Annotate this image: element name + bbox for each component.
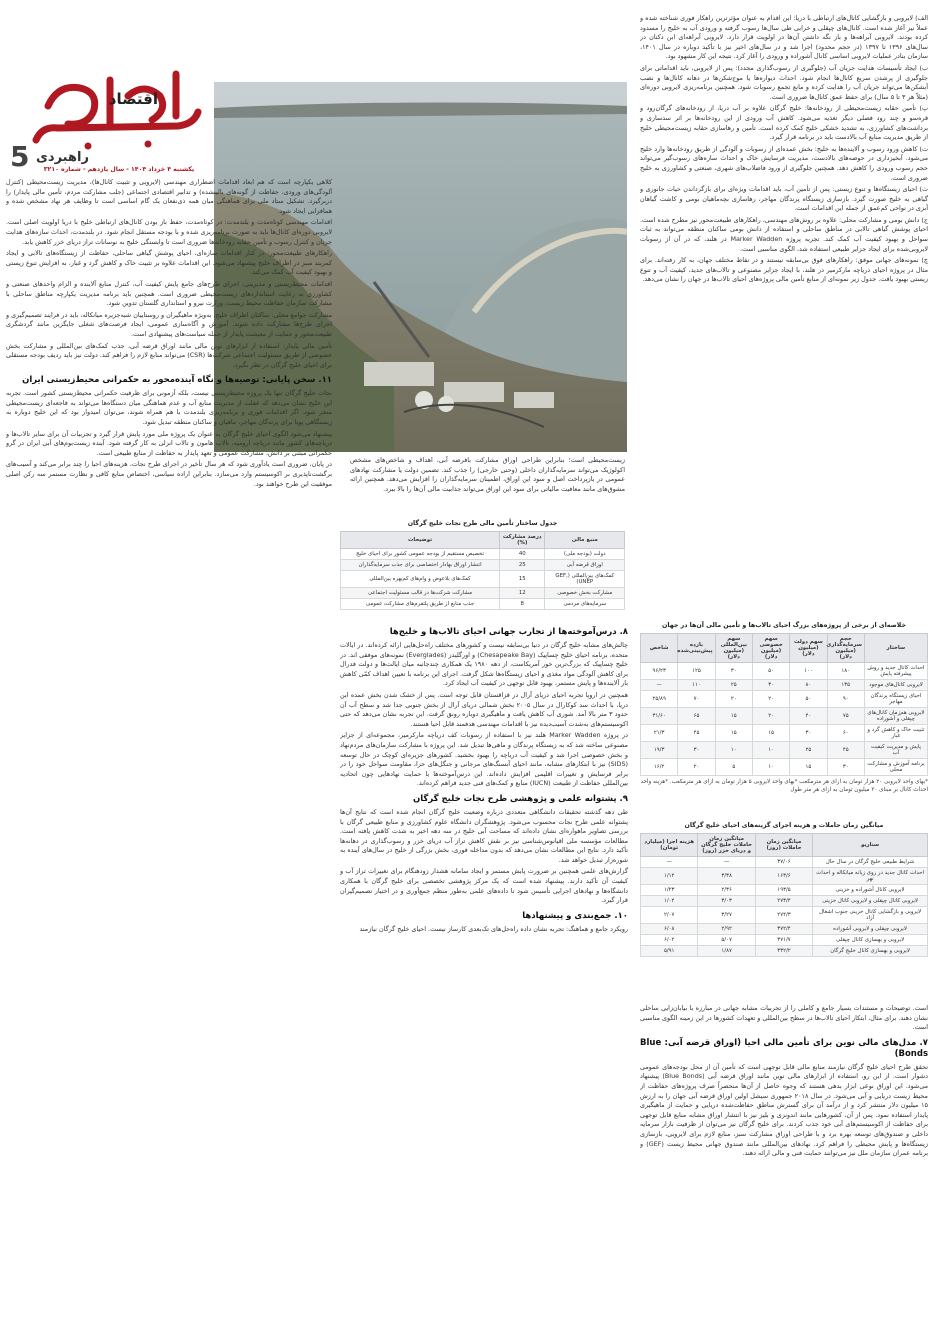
table-cell: ۱۸۰ [827,663,864,680]
table-cell: ۳/۲۷ [698,907,755,924]
table-cell: لایروبی و بهسازی کانال چپقلی [813,935,928,946]
table-cell: مشارکت بخش خصوصی [545,588,625,599]
table-cell: ۱/۲۳ [641,885,698,896]
table-header: حجم سرمایه‌گذاری (میلیون دلار) [827,634,864,663]
table-cell: ۲۰ [752,691,789,708]
table-cell: ۳۰ [678,742,715,759]
table-cell: 12 [500,588,545,599]
paragraph: کلاهی یکپارچه است که هم ابعاد اقدامات اضطراری مهندسی (لایروبی و تثبیت کانال‌ها)، مدیریت زیست‌محیطی (کنترل آلودگی‌های ورودی، حفاظت از گونه‌های بالینشده) و تدابیر اقتصادی اجتماعی (جلب مشارکت مردم، تأمین مالی پایدار) را دربرگیرد. تشکیل ستاد ملی برای هماهنگی میان همه ذی‌نفعان یک گام اساسی است تا وظایف هر نهاد مشخص شده و همافزایی ایجاد شود. [6,178,332,215]
table-cell: ۵۰ [752,663,789,680]
table-row [341,571,625,588]
paragraph: چ) نمونه‌های جهانی موفق: راهکارهای فوق بی‌سابقه نیستند و در نقاط مختلف جهان، به کار رفته‌اند. برای مثال در پروژه احیای دریاچه مارکرمیر در هلند، با ایجاد جزایر مصنوعی و تالاب‌های جدید، کیفیت آب و تنوع زیستی بهبود یافت. جدول زیر نمونه‌ای از منابع تأمین مالی پروژه‌های احیای تالاب‌ها در جهان را نشان می‌دهد. [640,256,928,284]
table-row [641,935,928,946]
section-title: راهبردی [36,150,89,165]
table-cell: احیای زیستگاه پرندگان مهاجر [864,691,927,708]
table-cell: ۲۵ [715,680,752,691]
table-header: هزینه اجرا (میلیارد تومان) [641,834,698,857]
table-cell: لایروبی هم‌زمان کانال‌های چپقلی و آشوراده [864,708,927,725]
table-body [641,663,928,776]
table-cell: ۱۵ [752,725,789,742]
table-cell: — [641,857,698,868]
section-heading: ۷. مدل‌های مالی نوین برای تأمین مالی احیا (اوراق قرضه آبی: Blue Bonds) [640,1037,928,1059]
table-cell: ۱۲۵ [678,663,715,680]
table-cell: ۳۰ [790,725,827,742]
dateline: یکشنبه ۴ خرداد ۱۴۰۴ - سال یازدهم - شماره ۳۲۱۰ [43,166,195,173]
table-row [641,868,928,885]
table-header: میانگین زمان حاملات (روز) [755,834,812,857]
table-header: منبع مالی [545,532,625,549]
table-cell: ۳۰ [827,759,864,776]
table-cell: لایروبی چپقلی و لایروبی آشوراده [813,924,928,935]
paragraph: ج) دانش بومی و مشارکت محلی: علاوه بر روش‌های مهندسی، راهکارهای طبیعت‌محور نیز مطرح شده است. احیای پوشش گیاهی تالابی در مناطق ساحلی و استفاده از دانش بومی ساکنان منطقه می‌تواند به ثبات سواحل و بهبود کیفیت آب کمک کند. تجربه پروژه Marker Wadden در هلند، که در آن از رسوبات لایروبی‌شده برای ایجاد جزایر طبیعی استفاده شد، الگوی مناسبی است. [640,215,928,253]
table-cell: 15 [500,571,545,588]
table-cell: پایش و مدیریت کیفیت آب [864,742,927,759]
table-cell: 40 [500,549,545,560]
table-cell: ۲۰ [678,759,715,776]
table-cell: ۴۵ [678,725,715,742]
table-cell: ۲۷۳/۴ [755,896,812,907]
table-cell: ۵ [715,759,752,776]
table-cell: تثبیت خاک و کاهش گرد و غبار [864,725,927,742]
paragraph: همچنین در اروپا تجربه احیای دریای آرال در قزاقستان قابل توجه است. پس از خشک شدن بخش عمده این دریا، با احداث سد کوکارال در سال ۲۰۰۵ بخش شمالی دریای آرال از بخش جنوبی جدا شد و سطح آب آن حدود ۳ متر بالا آمد. شوری آب کاهش یافت و ماهیگیری دوباره رونق گرفت. این تجربه نشان می‌دهد که حتی اکوسیستم‌های به‌شدت آسیب‌دیده نیز با اقدامات مهندسی هدفمند قابل احیا هستند. [340,690,628,728]
table-row [641,691,928,708]
table-cell: ۳/۰۳ [698,896,755,907]
table-row [341,599,625,610]
paragraph: ث) احیای زیستگاه‌ها و تنوع زیستی: پس از تأمین آب، باید اقدامات ویژه‌ای برای بازگرداندن حیات جانوری و گیاهی به خلیج صورت گیرد. بازسازی زیستگاه پرندگان مهاجر، رهاسازی بچه‌ماهیان بومی و کاشت گیاهان آبزی در نواحی کم‌عمق از جمله این اقدامات است. [640,185,928,213]
paragraph: تحقق طرح احیای خلیج گرگان نیازمند منابع مالی قابل توجهی است که تأمین آن از محل بودجه‌های عمومی دشوار است. از این رو، استفاده از ابزارهای مالی نوین مانند اوراق قرضه آبی (Blue Bonds) پیشنهاد می‌شود. این اوراق نوعی ابزار بدهی هستند که وجوه حاصل از آن‌ها منحصراً صرف پروژه‌های حفاظت از محیط زیست دریایی و آبی می‌شود. در سال ۲۰۱۸ جمهوری سیشل اولین اوراق قرضه آبی جهان را به ارزش ۱۵ میلیون دلار منتشر کرد و از درآمد آن برای گسترش مناطق حفاظت‌شده دریایی و حمایت از ماهیگیری پایدار استفاده نمود. پس از آن، کشورهایی مانند اندونزی و بلیز نیز با انتشار اوراق مشابه منابع قابل توجهی برای حفاظت از اکوسیستم‌های آبی خود جذب کردند. برای خلیج گرگان نیز می‌توان از ظرفیت بازار سرمایه داخلی و صندوق‌های توسعه بهره برد و با طراحی اوراق مشارکت سبز، منابع لازم برای لایروبی، بازسازی زیستگاه‌ها و پایش محیطی را فراهم کرد. نهادهای بین‌المللی مانند صندوق جهانی محیط زیست (GEF) و برنامه عمران سازمان ملل نیز می‌توانند حمایت فنی و مالی ارائه دهند. [640,1062,928,1158]
article-column-left [6,178,332,1328]
table-cell: ۹۶/۲۳ [641,663,678,680]
table-header: توضیحات [341,532,500,549]
paragraph: چالش‌های مشابه خلیج گرگان در دنیا بی‌سابقه نیست و کشورهای مختلف راه‌حل‌هایی ارائه کرده‌اند. در ایالات متحده، برنامه احیای خلیج چساپیک (Chesapeake Bay) و اورگلیدز (Everglades) نمونه‌های موفقی اند. در خلیج چساپیک که بزرگ‌ترین خور آمریکاست، از دهه ۱۹۸۰ یک همکاری چندجانبه میان ایالت‌ها و دولت فدرال برای کاهش آلودگی مواد مغذی و احیای زیستگاه‌ها شکل گرفت. اجرای این برنامه با تعیین اهداف کمّی کاهش بار آلاینده‌ها و پایش مستمر، بهبود قابل توجهی در کیفیت آب ایجاد کرد. [340,641,628,688]
table-cell: ۱۳۵ [827,680,864,691]
section-heading: ۸. درس‌آموخته‌ها از تجارب جهانی احیای تالاب‌ها و خلیج‌ها [389,627,628,637]
table-cell: ۷۰ [678,691,715,708]
table-projects [640,622,928,814]
table-cell: ۲۵ [790,742,827,759]
table-cell: ۱/۱۴ [641,868,698,885]
table-cell: ۵/۹۱ [641,946,698,957]
table-cell: ۴۵ [827,742,864,759]
table-cell: ۱۰ [752,742,789,759]
table-header: سهم دولت (میلیون دلار) [790,634,827,663]
paragraph: در پروژه Marker Wadden هلند نیز با استفاده از رسوبات کف دریاچه مارکرمیر، مجموعه‌ای از جزایر مصنوعی ساخته شد که به زیستگاه پرندگان و ماهی‌ها تبدیل شد. این پروژه با مشارکت سازمان‌های مردم‌نهاد و بخش خصوصی اجرا شد و کیفیت آب دریاچه را بهبود بخشید. کشورهای جزیره‌ای کوچک در حال توسعه (SIDS) نیز با ابتکارهای مشابه، مانند احیای آبسنگ‌های مرجانی و جنگل‌های حرا، مقاومت سواحل خود را در برابر فرسایش و تغییرات اقلیمی افزایش داده‌اند. این درس‌آموخته‌ها با حمایت نهادهایی چون اتحادیه بین‌المللی حفاظت از طبیعت (IUCN) منابع و کمک‌های فنی جدید فراهم کرده‌اند. [340,731,628,788]
table-cell: ۹۰ [827,691,864,708]
table-cell: ۶/۰۸ [641,924,698,935]
article-column-right-bottom [640,1004,928,1328]
table-cell: 8 [500,599,545,610]
table-cell: ۳۰ [752,680,789,691]
table-cell: شرایط طبیعی خلیج گرگان در سال حال [813,857,928,868]
table-cell: ۲۷۴/۳ [755,907,812,924]
paragraph: گزارش‌های علمی همچنین بر ضرورت پایش مستمر و ایجاد سامانه هشدار زودهنگام برای تغییرات تراز آب و کیفیت آن تأکید دارند. پیشنهاد شده است که یک مرکز پژوهشی تخصصی برای خلیج گرگان با همکاری دانشگاه‌ها و نهادهای اجرایی تأسیس شود تا داده‌های علمی به‌طور منظم جمع‌آوری و در اختیار تصمیم‌گیران قرار گیرد. [340,867,628,905]
table-cell: لایروبی کانال آشوراده و خزینی [813,885,928,896]
table-header: شاخص [641,634,678,663]
table-cell: ۲/۰۷ [641,907,698,924]
table-note: *بهای واحد لایروبی ۲۰ هزار تومان به ازای هر مترمکعب *بهای واحد لایروبی ۵ هزار تومان به ازای هر مترمکعب. *هزینه واحد احداث کانال بر مبنای ۳۰ میلیون تومان به ازای هر متر طول [640,779,928,793]
paragraph: راهکارهای طبیعت‌محور: در کنار اقدامات سازه‌ای، احیای پوشش گیاهی ساحلی، حفاظت از زیستگاه‌های تالابی و ایجاد کمربند سبز در اطراف خلیج پیشنهاد می‌شود. این اقدامات علاوه بر تثبیت خاک و کاهش گرد و غبار، به افزایش تنوع زیستی و بهبود کیفیت آب کمک می‌کند. [6,249,332,277]
table-cell: ۱۵ [715,725,752,742]
table-body [341,549,625,610]
table-cell: ۷۵ [827,708,864,725]
table-cell: ۱/۰۴ [641,896,698,907]
table-header: سهم خصوصی (میلیون دلار) [752,634,789,663]
table-cell: احداث کانال جدید و روش پیشرفته پایش [864,663,927,680]
table-title: خلاصه‌ای از برخی از پروژه‌های بزرگ احیای تالاب‌ها و تأمین مالی آن‌ها در جهان [661,622,906,629]
table-cell: کمک‌های بلاعوض و وام‌های کم‌بهره بین‌المللی [341,571,500,588]
newspaper-logo [28,66,206,158]
table-cell: ۳۷۲/۴ [755,924,812,935]
table-cell: اوراق قرضه آبی [545,560,625,571]
section-heading: ۱۰. جمع‌بندی و پیشنهادها [522,910,628,921]
table-cell: ۱۰ [715,742,752,759]
section-heading: ۹. پشتوانه علمی و پژوهشی طرح نجات خلیج گرگان [412,793,628,804]
table-body [641,857,928,957]
table-row [641,708,928,725]
paragraph: ت) کاهش ورود رسوب و آلاینده‌ها به خلیج: بخش عمده‌ای از رسوبات و آلودگی از طریق رودخانه‌ها وارد خلیج می‌شود. آبخیزداری در حوضه‌های بالادست، مدیریت فرسایش خاک و احداث سازه‌های رسوب‌گیر می‌تواند حجم رسوب ورودی را کاهش دهد. همچنین جلوگیری از ورود فاضلاب‌های شهری، صنعتی و کشاورزی به خلیج ضروری است. [640,144,928,182]
paragraph: در پایان، ضروری است یادآوری شود که هر سال تأخیر در اجرای طرح نجات، هزینه‌های احیا را چند برابر می‌کند و آسیب‌های برگشت‌ناپذیری بر اکوسیستم وارد می‌سازد. بنابراین اراده سیاسی، اختصاص منابع کافی و نظارت مستمر سه رکن اصلی موفقیت این طرح خواهند بود. [6,460,332,488]
table-header: سهم بین‌المللی (میلیون دلار) [715,634,752,663]
article-column-right [640,14,928,619]
table-cell: انتشار اوراق بهادار اختصاصی برای جذب سرمایه‌گذاران [341,560,500,571]
table-row [641,725,928,742]
table-cell: لایروبی کانال چپقلی و لایروبی کانال خزینی [813,896,928,907]
scenarios-table [640,833,928,957]
table-cell: ۸۰ [790,680,827,691]
table-row [341,588,625,599]
table-cell: ۳۱/۶۰ [641,708,678,725]
table-cell: برنامه آموزش و مشارکت محلی [864,759,927,776]
table-cell: ۶/۰۲ [641,935,698,946]
table-cell: ۳۷/۰۶ [755,857,812,868]
table-header: درصد مشارکت (%) [500,532,545,549]
financing-table [340,531,625,610]
table-cell: ۳۰ [715,663,752,680]
table-cell: ۲۰ [715,691,752,708]
table-cell: لایروبی کانال‌های موجود [864,680,927,691]
projects-table [640,633,928,776]
table-cell: جذب منابع از طریق پلتفرم‌های مشارکت عمومی [341,599,500,610]
table-cell: ۱۵ [790,759,827,776]
table-financing [340,520,625,615]
table-cell: ۶۰ [827,725,864,742]
table-cell: لایروبی و بازگشایی کانال خزینی جنوب اشغال آزاد [813,907,928,924]
article-column-middle [340,622,628,1328]
table-cell: ۱۶۳/۶ [755,868,812,885]
table-cell: کمک‌های بین‌المللی (GEF, UNEP) [545,571,625,588]
table-cell: — [641,680,678,691]
section-heading: ۱۱. سخن پایانی: توصیه‌ها و نگاه آینده‌محور به حکمرانی محیط‌زیستی ایران [22,375,332,386]
paragraph: پیشنهاد می‌شود الگوی احیای خلیج گرگان به عنوان یک پروژه ملی مورد پایش قرار گیرد و تجربیات آن برای سایر تالاب‌ها و دریاچه‌های کشور مانند دریاچه ارومیه، تالاب هامون و تالاب انزلی به کار گرفته شود. آینده زیست‌بوم‌های آبی ایران در گرو حکمرانی مبتنی بر دانش، مشارکت عمومی و تعهد پایدار به حفاظت از منابع طبیعی است. [6,429,332,457]
table-cell: ۵/۰۷ [698,935,755,946]
table-header: بازده پیش‌بینی‌شده [678,634,715,663]
table-row [641,924,928,935]
table-cell: ۲/۹۲ [698,924,755,935]
table-row [641,759,928,776]
paragraph: طی دهه گذشته تحقیقات دانشگاهی متعددی درباره وضعیت خلیج گرگان انجام شده است که نتایج آن‌ها پشتوانه علمی طرح نجات محسوب می‌شود. پژوهشگران دانشگاه علوم کشاورزی و منابع طبیعی گرگان با بررسی تصاویر ماهواره‌ای نشان داده‌اند که مساحت آبی خلیج در سه دهه اخیر به شدت کاهش یافته است. مطالعات مؤسسه ملی اقیانوس‌شناسی نیز بر نقش کاهش تراز آب دریای خزر و رسوب‌گذاری در دهانه‌ها تأکید دارد. نتایج این مطالعات نشان می‌دهد که بدون مداخله فوری، بخش بزرگی از خلیج در سال‌های آینده به شوره‌زار تبدیل خواهد شد. [340,807,628,864]
table-cell: سرمایه‌های مردمی [545,599,625,610]
table-cell: لایروبی و بهسازی کانال خلیج گرگان [813,946,928,957]
table-cell: ۲۱/۳ [641,725,678,742]
svg-text:اقتصاد: اقتصاد [108,90,158,108]
table-cell: ۳/۳۸ [698,868,755,885]
table-title: جدول ساختار تأمین مالی طرح نجات خلیج گرگان [407,520,558,527]
table-row [341,549,625,560]
table-cell: ۴۰ [790,708,827,725]
masthead [0,66,212,196]
table-cell: 25 [500,560,545,571]
table-cell: ۲۵/۸۹ [641,691,678,708]
paragraph: است. توضیحات و مستندات بسیار جامع و کاملی را از تجربیات مشابه جهانی در مبارزه با بیابان‌زایی ساحلی نشان دهند. برای مثال، ابتکار احیای تالاب‌ها در سطح بین‌المللی و تعهدات کشورها در این زمینه الگوی مناسبی است. [640,1004,928,1032]
table-row [341,560,625,571]
table-header: سناریو [813,834,928,857]
table-row [641,946,928,957]
table-row [641,663,928,680]
table-cell: ۳۷۱/۷ [755,935,812,946]
table-row [641,907,928,924]
page-number: 5 [10,140,30,173]
table-scenarios [640,822,928,998]
paragraph: مشارکت جوامع محلی: ساکنان اطراف خلیج، به‌ویژه ماهیگیران و روستاییان شبه‌جزیره میانکاله، باید در فرایند تصمیم‌گیری و اجرای طرح‌ها مشارکت داده شوند. آموزش و آگاه‌سازی عمومی، ایجاد فرصت‌های شغلی جایگزین مانند گردشگری طبیعت‌محور و حمایت از معیشت پایدار از جمله سیاست‌های پیشنهادی است. [6,310,332,338]
table-row [641,885,928,896]
table-row [641,742,928,759]
table-title: میانگین زمان حاملات و هزینه اجرای گزینه‌های احیای خلیج گرگان [684,822,884,829]
photo-caption: زیست‌محیطی است؛ بنابراین طراحی اوراق مشارکت بافرضه آبی، اهداف و شاخص‌های مشخص اکولوژیک می‌تواند سرمایه‌گذاران داخلی (وحتی خارجی) را جذب کند. تضمین دولت یا مشارکت نهادهای عمومی در بازپرداخت اصل و سود این اوراق، اطمینان سرمایه‌گذاران را افزایش می‌دهد. همچنین ارائه مشوق‌های مانند معافیت مالیاتی برای سود این اوراق می‌تواند جذابیت مالی آن‌ها را بالا ببرد. [350,456,625,493]
table-cell: — [698,857,755,868]
table-row [641,896,928,907]
paragraph: الف) لایروبی و بازگشایی کانال‌های ارتباطی با دریا: این اقدام به عنوان مؤثرترین راهکار فوری شناخته شده و عملاً نیز آغاز شده است. کانال‌های چپقلی و خرابی طی سال‌ها رسوب گرفته و ورودی آب به خلیج را مسدود کرده بودند. لایروبی آبراهه‌ها و باز نگه داشتن آن‌ها در اولویت قرار دارد. لایروبی آبراهه‌ای ابن دکتان در سال‌های ۱۳۹۶ تا ۱۳۹۷ (در حجم محدود) اجرا شد و در سال‌های اخیر نیز با تأکید دوباره در سال ۱۴۰۱، سازمان بنادر عملیات لایروبی اساسی کانال آشوراده و ورودی را آغاز کرد. نتیجه این کار مشهود بود. [640,14,928,61]
table-cell: ۱۹۳/۵ [755,885,812,896]
table-cell: ۱۶/۲ [641,759,678,776]
paragraph: اقدامات مهندسی کوتاه‌مدت و بلندمدت: در کوتاه‌مدت، حفظ باز بودن کانال‌های ارتباطی خلیج با دریا اولویت اصلی است. لایروبی دوره‌ای کانال‌ها باید به صورت برنامه‌ریزی شده و با بودجه مستقل انجام شود. در بلندمدت، احداث سازه‌های هدایت جریان و کنترل رسوب و تأمین حقابه رودخانه‌ها ضروری است تا وابستگی خلیج به نوسانات تراز دریای خزر کاهش یابد. [6,218,332,246]
table-cell: احداث کانال جدید در روی زبانه میانکاله و احداث نهر [813,868,928,885]
paragraph: اقدامات محیط‌زیستی و مدیریتی: اجرای طرح‌های جامع پایش کیفیت آب، کنترل منابع آلاینده و الزام واحدهای صنعتی و کشاورزی به رعایت استانداردهای زیست‌محیطی ضروری است. همچنین باید برنامه مدیریت یکپارچه مناطق ساحلی با مشارکت سازمان حفاظت محیط زیست، وزارت نیرو و استانداری گلستان تدوین شود. [6,279,332,308]
table-cell: ۶۵ [678,708,715,725]
paragraph: پ) تأمین حقابه زیست‌محیطی از رودخانه‌ها: خلیج گرگان علاوه بر آب دریا، از رودخانه‌های گرگان‌رود و قره‌سو و چند رود فصلی دیگر تغذیه می‌شود. کاهش آب ورودی از این رودخانه‌ها بر اثر سدسازی و برداشت‌های کشاورزی، به تشدید خشکی خلیج کمک کرده است. تأمین و رهاسازی حقابه زیست‌محیطی خلیج از طریق مدیریت منابع آب بالادست باید در برنامه قرار گیرد. [640,104,928,142]
table-header: میانگین زمان حاملات خلیج گرگان و دریای خزر (روز) [698,834,755,857]
paragraph: رویکرد جامع و هماهنگ: تجربه نشان داده راه‌حل‌های تک‌بعدی کارساز نیست. احیای خلیج گرگان نیازمند [359,924,628,933]
table-row [641,680,928,691]
table-cell: دولت (بودجه ملی) [545,549,625,560]
table-header: ساختار [864,634,927,663]
table-cell: ۱۱۰ [678,680,715,691]
paragraph: ب) ایجاد تأسیسات هدایت جریان آب (جلوگیری از رسوب‌گذاری مجدد): پس از لایروبی، باید اقداماتی برای جلوگیری از پرشدن سریع کانال‌ها انجام شود. احداث دیواره‌ها یا موج‌شکن‌ها در دهانه کانال‌ها و نصب آبشکن‌ها می‌تواند جریان آب را هدایت کرده و مانع تجمع رسوبات شود. همچنین برنامه‌ریزی لایروبی دوره‌ای (مثلاً هر ۳ تا ۵ سال) برای حفظ عمق کانال‌ها ضروری است. [640,63,928,101]
table-cell: ۱۰ [752,759,789,776]
table-cell: ۱۰۰ [790,663,827,680]
table-cell: ۱۹/۳ [641,742,678,759]
table-cell: ۱۵ [715,708,752,725]
table-cell: ۱/۸۷ [698,946,755,957]
table-cell: ۲۰ [752,708,789,725]
table-row [641,857,928,868]
paragraph: تأمین مالی پایدار: استفاده از ابزارهای نوین مالی مانند اوراق قرضه آبی، جذب کمک‌های بین‌المللی و مشارکت بخش خصوصی از طریق مسئولیت اجتماعی شرکت‌ها (CSR) می‌تواند منابع لازم را فراهم کند. دولت نیز باید ردیف بودجه مستقلی برای احیای خلیج گرگان در نظر بگیرد. [6,341,332,369]
paragraph: نجات خلیج گرگان تنها یک پروژه محیط‌زیستی نیست، بلکه آزمونی برای ظرفیت حکمرانی محیط‌زیستی کشور است. تجربه این خلیج نشان می‌دهد که غفلت از مدیریت منابع آب و عدم هماهنگی میان دستگاه‌ها می‌تواند به فاجعه‌ای زیست‌محیطی منجر شود. اگر اقدامات فوری و برنامه‌ریزی بلندمدت با هم همراه شوند، می‌توان امیدوار بود که این خلیج دوباره به زیستگاهی پویا برای پرندگان مهاجر، ماهیان و ساکنان منطقه تبدیل شود. [6,389,332,427]
table-cell: مشارکت شرکت‌ها در قالب مسئولیت اجتماعی [341,588,500,599]
table-cell: تخصیص مستقیم از بودجه عمومی کشور برای احیای خلیج [341,549,500,560]
table-cell: ۲/۳۶ [698,885,755,896]
table-cell: ۵۰ [790,691,827,708]
table-cell: ۳۳۲/۲ [755,946,812,957]
